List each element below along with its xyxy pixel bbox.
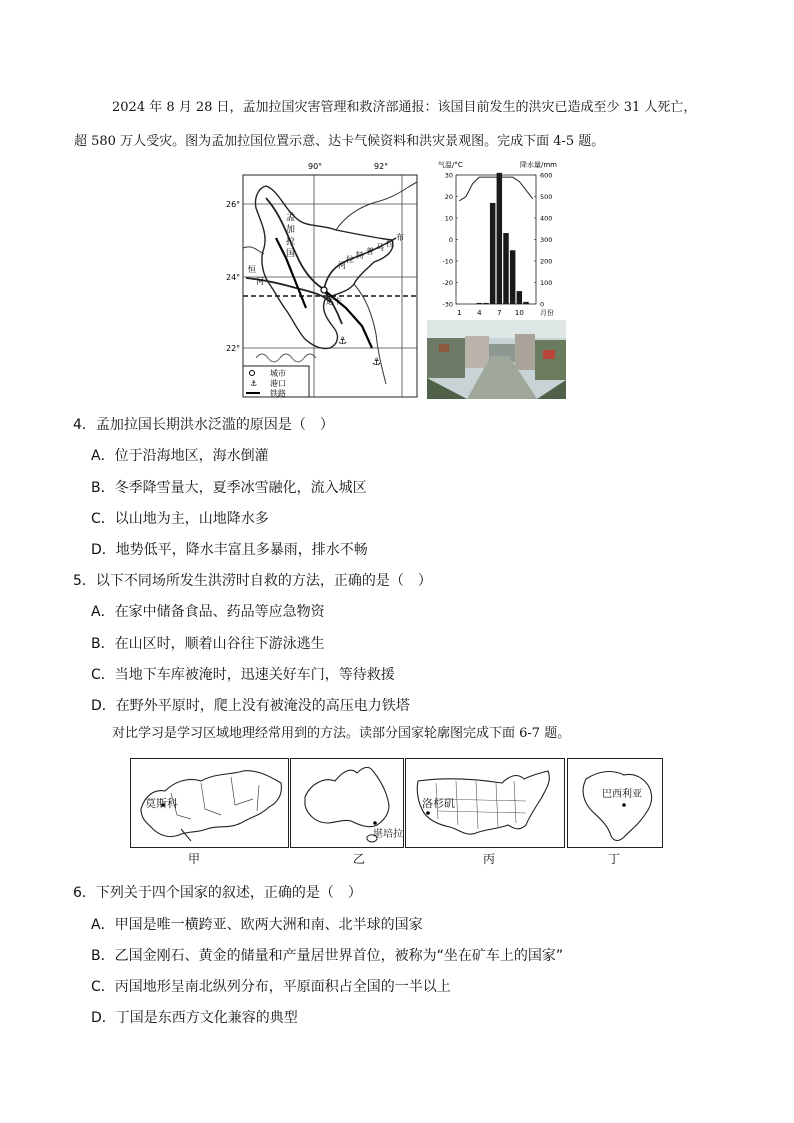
country-label-3: 拉 (286, 237, 296, 247)
caption-ding: 丁 (608, 852, 621, 866)
lat-label-22: 22° (226, 344, 241, 353)
country-map-bing (405, 758, 565, 848)
x-tick: 1 (457, 309, 462, 317)
city-canberra: 堪培拉 (373, 829, 403, 840)
q4-option-c[interactable]: C．以山地为主，山地降水多 (91, 511, 269, 527)
precip-tick: 300 (540, 236, 553, 244)
intro2: 对比学习是学习区域地理经常用到的方法。读部分国家轮廓图完成下面 6-7 题。 (112, 726, 571, 741)
precip-bar (497, 173, 502, 304)
bangladesh-map (226, 158, 422, 402)
q4-option-b[interactable]: B．冬季降雪量大，夏季冰雪融化，流入城区 (91, 480, 367, 496)
svg-text:河: 河 (256, 277, 264, 286)
svg-text:特: 特 (356, 251, 364, 260)
svg-text:马: 马 (376, 243, 384, 252)
q5-stem: 5．以下不同场所发生洪涝时自救的方法，正确的是（ ） (73, 573, 432, 589)
lat-label-24: 24° (226, 273, 241, 282)
precip-tick: 500 (540, 193, 553, 201)
x-tick: 4 (477, 309, 482, 317)
legend-city: 城市 (270, 369, 286, 378)
svg-text:⚓: ⚓ (250, 379, 258, 388)
precip-bar (477, 303, 482, 304)
svg-text:拉: 拉 (346, 255, 354, 264)
caption-jia: 甲 (188, 852, 201, 866)
temp-axis-title: 气温/°C (438, 161, 463, 169)
precip-tick: 100 (540, 279, 553, 287)
precip-bar (517, 291, 522, 304)
country-label-4: 国 (286, 249, 296, 259)
country-label-1: 孟 (286, 213, 296, 223)
city-los-angeles: 洛杉矶 (422, 797, 455, 810)
temp-tick: -10 (442, 257, 453, 266)
q5-option-a[interactable]: A．在家中储备食品、药品等应急物资 (91, 604, 325, 620)
legend-railway: 铁路 (270, 389, 286, 398)
temp-tick: 10 (444, 214, 453, 223)
precip-bar (523, 302, 528, 304)
precip-axis-title: 降水量/mm (520, 161, 557, 169)
city-moscow: 莫斯科 (145, 797, 178, 810)
lon-label-90: 90° (308, 162, 323, 171)
country-map-ding (567, 758, 663, 848)
temp-tick: 20 (444, 193, 453, 201)
svg-text:布: 布 (396, 233, 404, 242)
city-label-dhaka: 达卡 (326, 297, 342, 306)
precip-tick: 400 (540, 214, 553, 223)
precip-bar (510, 250, 515, 304)
temp-tick: -20 (442, 279, 453, 287)
x-tick: 10 (514, 309, 524, 317)
q4-option-a[interactable]: A．位于沿海地区，海水倒灌 (91, 448, 269, 464)
svg-text:⚓: ⚓ (338, 336, 347, 347)
svg-text:普: 普 (366, 247, 374, 256)
precip-bar (503, 233, 508, 304)
country-map-jia (130, 758, 289, 848)
caption-bing: 丙 (483, 852, 496, 866)
svg-text:⚓: ⚓ (372, 357, 381, 368)
temp-tick: -30 (442, 300, 453, 309)
precip-bar (490, 203, 495, 304)
q4-option-d[interactable]: D．地势低平，降水丰富且多暴雨，排水不畅 (91, 542, 368, 558)
lon-label-92: 92° (374, 162, 389, 171)
caption-yi: 乙 (353, 852, 366, 866)
lat-label-26: 26° (226, 200, 241, 209)
q6-option-c[interactable]: C．丙国地形呈南北纵列分布，平原面积占全国的一半以上 (91, 979, 451, 995)
x-tick: 7 (497, 309, 502, 317)
q5-option-b[interactable]: B．在山区时，顺着山谷往下游泳逃生 (91, 636, 325, 652)
q5-option-c[interactable]: C．当地下车库被淹时，迅速关好车门，等待救援 (91, 667, 395, 683)
svg-text:恒: 恒 (248, 265, 256, 274)
country-map-yi (290, 758, 404, 848)
precip-bar (483, 303, 488, 304)
svg-text:拉: 拉 (386, 239, 394, 248)
q6-stem: 6．下列关于四个国家的叙述，正确的是（ ） (73, 885, 362, 901)
legend-port: 港口 (270, 379, 286, 388)
intro-line-1: 2024 年 8 月 28 日，孟加拉国灾害管理和救济部通报：该国目前发生的洪灾已造成至少 31 人死亡， (112, 100, 697, 115)
temp-tick: 30 (444, 171, 453, 180)
precip-tick: 200 (540, 257, 553, 266)
flood-photo (427, 320, 566, 399)
country-label-2: 加 (286, 225, 296, 235)
intro-line-2: 超 580 万人受灾。图为孟加拉国位置示意、达卡气候资料和洪灾景观图。完成下面 4-5 题。 (74, 134, 605, 149)
q5-option-d[interactable]: D．在野外平原时，爬上没有被淹没的高压电力铁塔 (91, 698, 410, 714)
x-unit: 月份 (540, 309, 554, 317)
q6-option-b[interactable]: B．乙国金刚石、黄金的储量和产量居世界首位，被称为“坐在矿车上的国家” (91, 948, 564, 964)
q4-stem: 4．孟加拉国长期洪水泛滥的原因是（ ） (73, 417, 334, 433)
city-brasilia: 巴西利亚 (602, 789, 642, 800)
climate-chart (428, 158, 568, 318)
precip-tick: 0 (540, 300, 545, 309)
temp-tick: 0 (448, 236, 453, 244)
q6-option-d[interactable]: D．丁国是东西方文化兼容的典型 (91, 1010, 298, 1026)
precip-tick: 600 (540, 171, 553, 180)
svg-text:河: 河 (338, 261, 346, 270)
q6-option-a[interactable]: A．甲国是唯一横跨亚、欧两大洲和南、北半球的国家 (91, 917, 423, 933)
